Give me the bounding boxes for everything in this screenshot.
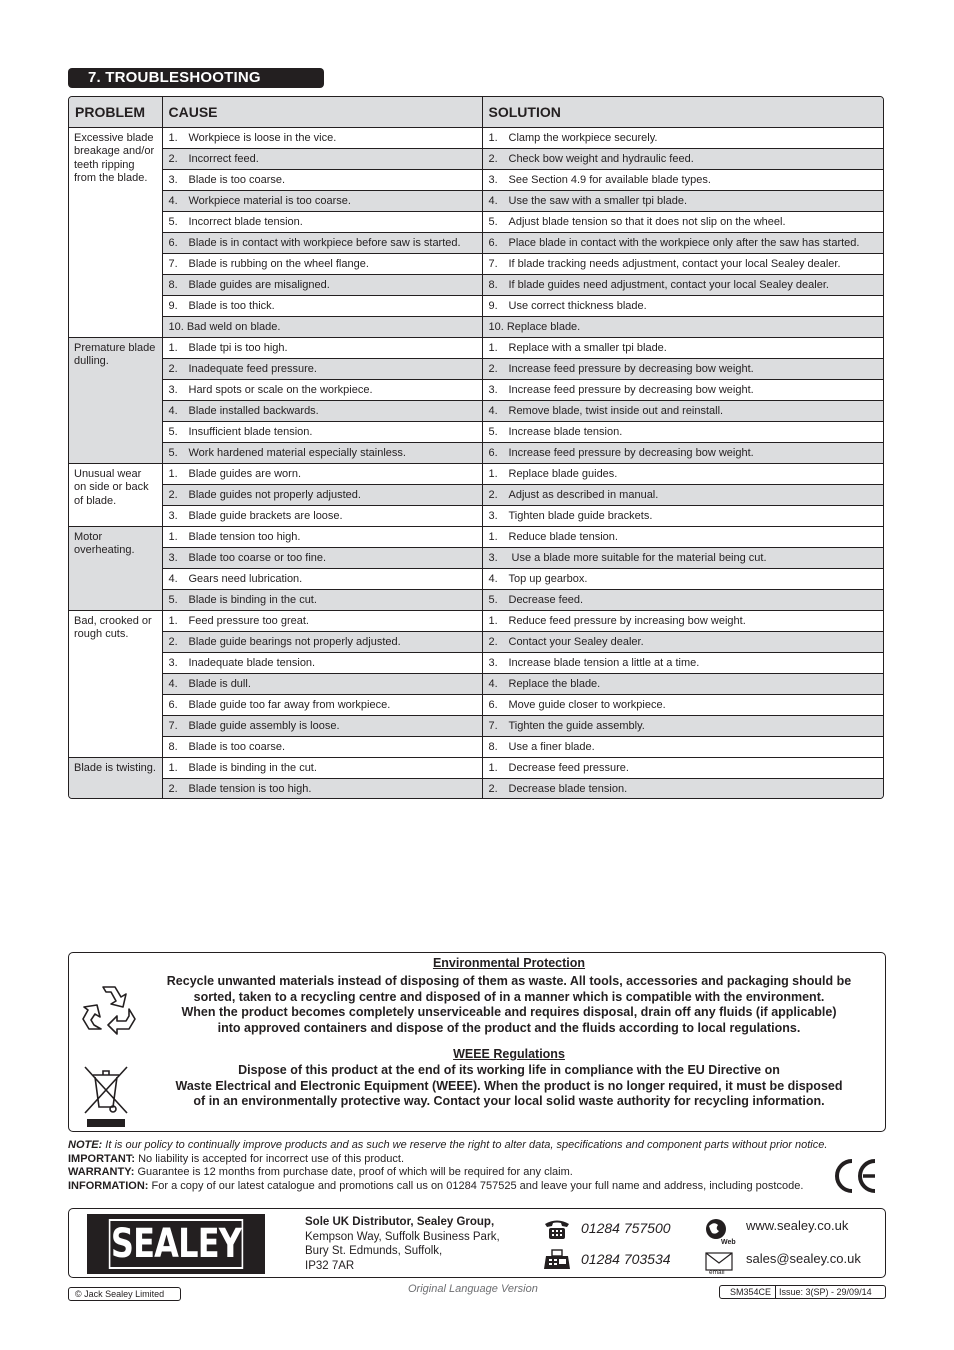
solution-cell [482, 148, 884, 169]
cause-cell [162, 547, 482, 568]
table-row [69, 232, 884, 253]
cause-text: Blade is dull. [188, 677, 251, 690]
solution-text: See Section 4.9 for available blade types. [508, 173, 711, 186]
solution-number: 3. [488, 383, 498, 396]
solution-cell [482, 631, 884, 652]
cause-number: 2. [168, 488, 178, 501]
solution-text: If blade tracking needs adjustment, contact your local Sealey dealer. [508, 257, 841, 270]
fax-icon [543, 1249, 571, 1271]
email-link[interactable]: sales@sealey.co.uk [746, 1251, 861, 1266]
cause-text: Blade is too coarse. [188, 173, 286, 186]
solution-cell [482, 421, 884, 442]
cause-text: Blade guide assembly is loose. [188, 719, 340, 732]
cause-number: 4. [168, 404, 178, 417]
solution-number: 3. [488, 551, 498, 564]
cause-number: 5. [168, 446, 178, 459]
solution-cell [482, 274, 884, 295]
solution-text: Replace blade guides. [508, 467, 618, 480]
cause-cell [162, 295, 482, 316]
cause-text: Blade is too thick. [188, 299, 275, 312]
solution-number: 2. [488, 488, 498, 501]
cause-cell [162, 127, 482, 148]
solution-number: 1. [488, 131, 498, 144]
solution-cell [482, 547, 884, 568]
cause-text: 10. Bad weld on blade. [168, 320, 281, 333]
table-row [69, 778, 884, 799]
crossed-bin-icon [83, 1063, 129, 1129]
solution-cell [482, 694, 884, 715]
table-row [69, 715, 884, 736]
cause-cell [162, 778, 482, 799]
cause-text: Blade installed backwards. [188, 404, 319, 417]
cause-cell [162, 169, 482, 190]
solution-number: 2. [488, 635, 498, 648]
solution-text: Increase feed pressure by decreasing bow weight. [508, 383, 754, 396]
solution-number: 5. [488, 425, 498, 438]
problem-header: PROBLEM [69, 97, 162, 127]
cause-cell [162, 589, 482, 610]
solution-text: Decrease feed. [508, 593, 584, 606]
solution-text: Check bow weight and hydraulic feed. [508, 152, 694, 165]
cause-cell [162, 715, 482, 736]
cause-cell [162, 148, 482, 169]
cause-number: 6. [168, 236, 178, 249]
solution-cell [482, 442, 884, 463]
problem-cell: Excessive blade breakage and/or teeth ripping from the blade. [69, 127, 162, 337]
table-row [69, 568, 884, 589]
table-row [69, 400, 884, 421]
cause-text: Hard spots or scale on the workpiece. [188, 383, 373, 396]
cause-number: 7. [168, 719, 178, 732]
cause-text: Gears need lubrication. [188, 572, 303, 585]
cause-number: 9. [168, 299, 178, 312]
cause-cell [162, 400, 482, 421]
cause-cell [162, 610, 482, 631]
solution-text: Tighten the guide assembly. [508, 719, 645, 732]
cause-number: 2. [168, 152, 178, 165]
solution-cell [482, 337, 884, 358]
table-row [69, 211, 884, 232]
solution-number: 1. [488, 614, 498, 627]
cause-cell [162, 358, 482, 379]
language-version: Original Language Version [408, 1283, 538, 1295]
table-row [69, 589, 884, 610]
cause-text: Blade tpi is too high. [188, 341, 288, 354]
table-row [69, 631, 884, 652]
problem-cell: Motor overheating. [69, 526, 162, 610]
solution-text: Contact your Sealey dealer. [508, 635, 644, 648]
table-row [69, 526, 884, 547]
solution-text: Decrease feed pressure. [508, 761, 629, 774]
solution-number: 6. [488, 446, 498, 459]
solution-text: Increase blade tension. [508, 425, 623, 438]
solution-number: 3. [488, 656, 498, 669]
cause-cell [162, 568, 482, 589]
ce-mark-icon [833, 1157, 879, 1195]
cause-cell [162, 337, 482, 358]
solution-text: Use the saw with a smaller tpi blade. [508, 194, 688, 207]
cause-text: Blade is binding in the cut. [188, 761, 317, 774]
solution-number: 5. [488, 215, 498, 228]
cause-cell [162, 190, 482, 211]
solution-number: 1. [488, 530, 498, 543]
phone-number: 01284 757500 [581, 1220, 671, 1236]
cause-text: Insufficient blade tension. [188, 425, 313, 438]
cause-number: 1. [168, 614, 178, 627]
fax-number: 01284 703534 [581, 1251, 671, 1267]
solution-text: Increase blade tension a little at a time. [508, 656, 700, 669]
cause-number: 3. [168, 383, 178, 396]
solution-text: If blade guides need adjustment, contact your local Sealey dealer. [508, 278, 829, 291]
solution-cell [482, 778, 884, 799]
solution-text: Remove blade, twist inside out and reinstall. [508, 404, 724, 417]
cause-number: 5. [168, 593, 178, 606]
issue-date: Issue: 3(SP) - 29/09/14 [779, 1287, 872, 1297]
solution-number: 2. [488, 362, 498, 375]
cause-number: 8. [168, 278, 178, 291]
solution-cell [482, 673, 884, 694]
table-row [69, 547, 884, 568]
cause-text: Blade guides are misaligned. [188, 278, 330, 291]
solution-number: 7. [488, 719, 498, 732]
cause-cell [162, 694, 482, 715]
solution-text: Increase feed pressure by decreasing bow weight. [508, 446, 754, 459]
cause-cell [162, 274, 482, 295]
solution-cell [482, 568, 884, 589]
cause-cell [162, 232, 482, 253]
solution-cell [482, 127, 884, 148]
cause-text: Workpiece is loose in the vice. [188, 131, 337, 144]
table-row [69, 316, 884, 337]
table-row [69, 736, 884, 757]
cause-text: Feed pressure too great. [188, 614, 309, 627]
cause-text: Blade guide brackets are loose. [188, 509, 343, 522]
cause-number: 4. [168, 677, 178, 690]
cause-cell [162, 652, 482, 673]
solution-cell [482, 463, 884, 484]
solution-number: 2. [488, 152, 498, 165]
solution-text: Replace with a smaller tpi blade. [508, 341, 667, 354]
cause-number: 8. [168, 740, 178, 753]
cause-cell [162, 673, 482, 694]
cause-number: 6. [168, 698, 178, 711]
solution-text: Adjust as described in manual. [508, 488, 659, 501]
solution-cell [482, 253, 884, 274]
solution-cell [482, 169, 884, 190]
cause-text: Blade is binding in the cut. [188, 593, 317, 606]
distributor-address: Sole UK Distributor, Sealey Group, Kempson Way, Suffolk Business Park, Bury St. Edmunds, Suffolk, IP32 7AR [305, 1216, 500, 1272]
cause-text: Blade is in contact with workpiece before saw is started. [188, 236, 461, 249]
environmental-heading: Environmental Protection [432, 956, 586, 970]
solution-number: 9. [488, 299, 498, 312]
issue-label [719, 1285, 886, 1299]
environmental-box [68, 952, 886, 1132]
footer-box [68, 1208, 886, 1278]
cause-number: 1. [168, 761, 178, 774]
solution-text: Increase feed pressure by decreasing bow weight. [508, 362, 754, 375]
solution-cell [482, 757, 884, 778]
cause-text: Blade guide bearings not properly adjusted. [188, 635, 401, 648]
problem-cell: Unusual wear on side or back of blade. [69, 463, 162, 526]
svg-text:Web: Web [721, 1239, 736, 1245]
cause-cell [162, 211, 482, 232]
solution-text: Use correct thickness blade. [508, 299, 647, 312]
cause-number: 5. [168, 425, 178, 438]
solution-text: Top up gearbox. [508, 572, 588, 585]
solution-number: 1. [488, 341, 498, 354]
table-row [69, 148, 884, 169]
table-header-row [69, 97, 884, 127]
envelope-icon [705, 1251, 735, 1275]
note-line: NOTE: It is our policy to continually improve products and as such we reserve the right to alter data, specifications and component parts without prior notice. [68, 1139, 828, 1151]
svg-text:email: email [709, 1269, 725, 1275]
solution-number: 3. [488, 173, 498, 186]
solution-number: 8. [488, 278, 498, 291]
solution-text: Tighten blade guide brackets. [508, 509, 653, 522]
solution-text: Decrease blade tension. [508, 782, 628, 795]
cause-number: 3. [168, 656, 178, 669]
table-row [69, 253, 884, 274]
solution-text: Reduce feed pressure by increasing bow weight. [508, 614, 746, 627]
cause-cell [162, 526, 482, 547]
cause-number: 5. [168, 215, 178, 228]
cause-cell [162, 631, 482, 652]
solution-cell [482, 400, 884, 421]
solution-cell [482, 610, 884, 631]
weee-text: Dispose of this product at the end of its working life in compliance with the EU Directive on Waste Electrical and Electronic Equipment (WEEE). When the product is no longer required, it must be disposed of in an environmentally protective way. Contact your local solid waste authority for recycling information. [175, 1063, 843, 1108]
cause-text: Incorrect feed. [188, 152, 259, 165]
notes-block [68, 1139, 868, 1193]
solution-number: 6. [488, 698, 498, 711]
solution-cell [482, 211, 884, 232]
table-row [69, 442, 884, 463]
cause-cell [162, 316, 482, 337]
table-row [69, 190, 884, 211]
cause-header: CAUSE [162, 97, 482, 127]
cause-cell [162, 736, 482, 757]
cause-number: 3. [168, 509, 178, 522]
solution-number: 1. [488, 761, 498, 774]
table-row [69, 127, 884, 148]
solution-cell [482, 736, 884, 757]
solution-number: 1. [488, 467, 498, 480]
important-line: IMPORTANT: No liability is accepted for incorrect use of this product. [68, 1152, 405, 1165]
cause-text: Inadequate feed pressure. [188, 362, 317, 375]
table-row [69, 610, 884, 631]
cause-text: Inadequate blade tension. [188, 656, 316, 669]
solution-text: Place blade in contact with the workpiece only after the saw has started. [508, 236, 860, 249]
cause-number: 1. [168, 131, 178, 144]
table-row [69, 295, 884, 316]
cause-cell [162, 505, 482, 526]
table-row [69, 484, 884, 505]
telephone-icon [543, 1218, 571, 1240]
cause-text: Blade guide too far away from workpiece. [188, 698, 391, 711]
table-row [69, 274, 884, 295]
weee-heading: WEEE Regulations [453, 1047, 565, 1061]
table-row [69, 463, 884, 484]
table-row [69, 169, 884, 190]
cause-text: Blade tension is too high. [188, 782, 312, 795]
solution-cell [482, 379, 884, 400]
solution-cell [482, 526, 884, 547]
website-link[interactable]: www.sealey.co.uk [746, 1218, 849, 1233]
solution-number: 2. [488, 782, 498, 795]
cause-number: 4. [168, 572, 178, 585]
problem-cell: Bad, crooked or rough cuts. [69, 610, 162, 757]
cause-cell [162, 463, 482, 484]
table-row [69, 652, 884, 673]
cause-cell [162, 253, 482, 274]
problem-cell: Premature blade dulling. [69, 337, 162, 463]
solution-number: 5. [488, 593, 498, 606]
solution-text: Adjust blade tension so that it does not slip on the wheel. [508, 215, 786, 228]
cause-number: 4. [168, 194, 178, 207]
cause-text: Blade is rubbing on the wheel flange. [188, 257, 369, 270]
cause-text: Workpiece material is too coarse. [188, 194, 351, 207]
solution-number: 7. [488, 257, 498, 270]
cause-cell [162, 484, 482, 505]
cause-text: Work hardened material especially stainless. [188, 446, 406, 459]
section-title: 7. TROUBLESHOOTING [68, 68, 324, 88]
solution-number: 4. [488, 572, 498, 585]
table-row [69, 379, 884, 400]
solution-number: 6. [488, 236, 498, 249]
solution-cell [482, 505, 884, 526]
solution-text: 10. Replace blade. [488, 320, 581, 333]
cause-cell [162, 442, 482, 463]
solution-cell [482, 484, 884, 505]
cause-number: 3. [168, 173, 178, 186]
solution-header: SOLUTION [482, 97, 884, 127]
solution-number: 4. [488, 677, 498, 690]
cause-text: Blade too coarse or too fine. [188, 551, 327, 564]
globe-icon [704, 1217, 738, 1245]
solution-cell [482, 715, 884, 736]
solution-text: Move guide closer to workpiece. [508, 698, 666, 711]
solution-cell [482, 316, 884, 337]
cause-text: Incorrect blade tension. [188, 215, 303, 228]
environmental-text: Recycle unwanted materials instead of disposing of them as waste. All tools, accessories and packaging should be sorted, taken to a recycling centre and disposed of in a manner which is compatible with the environment. When the product becomes completely unserviceable and requires disposal, drain off any fluids (if applicable) into approved containers and dispose of the product and the fluids according to local regulations. [166, 974, 852, 1035]
solution-cell [482, 589, 884, 610]
table-row [69, 673, 884, 694]
cause-cell [162, 421, 482, 442]
table-row [69, 421, 884, 442]
information-line: INFORMATION: For a copy of our latest catalogue and promotions call us on 01284 757525 and leave your full name and address, including postcode. [68, 1179, 804, 1192]
cause-text: Blade guides are worn. [188, 467, 302, 480]
cause-number: 1. [168, 341, 178, 354]
cause-number: 1. [168, 467, 178, 480]
cause-number: 7. [168, 257, 178, 270]
table-row [69, 505, 884, 526]
sealey-logo: SEALEY [87, 1214, 265, 1274]
model-code: SM354CE [720, 1286, 776, 1298]
table-row [69, 694, 884, 715]
cause-number: 2. [168, 635, 178, 648]
troubleshooting-table [68, 96, 884, 799]
solution-cell [482, 232, 884, 253]
solution-number: 8. [488, 740, 498, 753]
problem-cell: Blade is twisting. [69, 757, 162, 799]
table-row [69, 337, 884, 358]
solution-number: 3. [488, 509, 498, 522]
copyright-label: © Jack Sealey Limited [68, 1287, 181, 1301]
cause-number: 2. [168, 782, 178, 795]
solution-number: 4. [488, 404, 498, 417]
warranty-line: WARRANTY: Guarantee is 12 months from purchase date, proof of which will be required for any claim. [68, 1166, 573, 1178]
cause-cell [162, 379, 482, 400]
solution-text: Reduce blade tension. [508, 530, 618, 543]
recycle-icon [81, 979, 137, 1035]
solution-text: Replace the blade. [508, 677, 601, 690]
cause-number: 1. [168, 530, 178, 543]
solution-number: 4. [488, 194, 498, 207]
solution-cell [482, 190, 884, 211]
table-row [69, 358, 884, 379]
cause-text: Blade guides not properly adjusted. [188, 488, 361, 501]
cause-text: Blade tension too high. [188, 530, 301, 543]
solution-cell [482, 652, 884, 673]
cause-cell [162, 757, 482, 778]
cause-number: 2. [168, 362, 178, 375]
table-row [69, 757, 884, 778]
solution-text: Clamp the workpiece securely. [508, 131, 658, 144]
solution-text: Use a finer blade. [508, 740, 595, 753]
cause-text: Blade is too coarse. [188, 740, 286, 753]
solution-text: Use a blade more suitable for the material being cut. [508, 551, 767, 564]
cause-number: 3. [168, 551, 178, 564]
solution-cell [482, 295, 884, 316]
solution-cell [482, 358, 884, 379]
